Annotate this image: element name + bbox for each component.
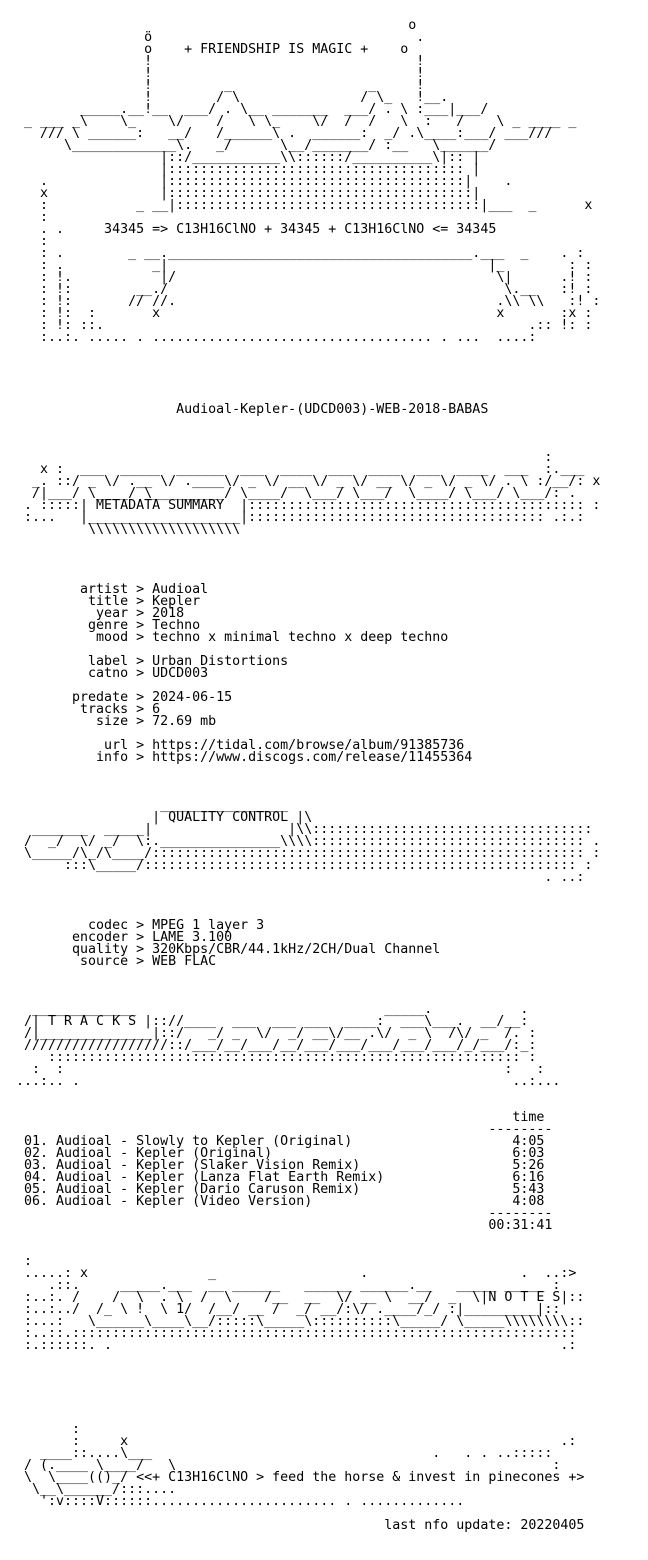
- nfo-line: : !: ::. .:: !: :: [16, 318, 593, 333]
- nfo-line: :..:. / / \ . \ / \ /__ __ \/ __ \ __/ _ \|N O T E S|::: [16, 1290, 585, 1305]
- nfo-line: :.::::::. . .:: [16, 1338, 577, 1353]
- nfo-line: [16, 1352, 600, 1364]
- nfo-line: [16, 356, 600, 368]
- nfo-line: : !: : x x :x :: [16, 306, 593, 321]
- nfo-line: .::. _____.___ __ ______ ______ ______.__ _____ _____ :: [16, 1278, 561, 1293]
- nfo-line: [16, 1376, 600, 1388]
- nfo-line: . |:::::::::::::::::::::::::::::::::::::| .: [16, 174, 513, 189]
- nfo-line: mood > techno x minimal techno x deep techno: [16, 630, 449, 645]
- nfo-line: o + FRIENDSHIP IS MAGIC + o: [16, 42, 417, 57]
- nfo-line: [16, 1364, 600, 1376]
- nfo-line: predate > 2024-06-15: [16, 690, 233, 705]
- nfo-line: | QUALITY CONTROL |\: [16, 810, 313, 825]
- nfo-line: o: [16, 18, 425, 33]
- nfo-line: ________________: [16, 798, 289, 813]
- nfo-line: :: [16, 1422, 81, 1437]
- nfo-line: [16, 1088, 600, 1100]
- nfo-line: codec > MPEG 1 layer 3: [16, 918, 265, 933]
- nfo-line: /|______________|::/ _/ _ \/ _/ __\/__ .\/ _ \ /\/ _ /. :: [16, 1026, 537, 1041]
- nfo-line: artist > Audioal: [16, 582, 209, 597]
- nfo-line: [16, 968, 600, 980]
- nfo-line: [16, 776, 600, 788]
- nfo-line: 00:31:41: [16, 1218, 553, 1233]
- nfo-line: x : ___ _____ ______ ___ ____ ___ ____ ___ ____ ___ :.___: [16, 462, 585, 477]
- nfo-line: ö .: [16, 30, 425, 45]
- nfo-line: :: [16, 1254, 33, 1269]
- nfo-line: [16, 1244, 600, 1256]
- nfo-line: : . _| |_ : :: [16, 258, 593, 273]
- nfo-line: [16, 416, 600, 428]
- nfo-line: : : : :: [16, 1062, 545, 1077]
- nfo-line: ! _ _ !: [16, 78, 425, 93]
- nfo-line: ::::::::::::::::::::::::::::::::::::::::::::::::::::::::::: :: [16, 1050, 537, 1065]
- nfo-line: 03. Audioal - Kepler (Slaker Vision Remix) 5:26: [16, 1158, 545, 1173]
- nfo-line: : _ __|::::::::::::::::::::::::::::::::::::::|___ _ x: [16, 198, 593, 213]
- nfo-line: / _/ \/ _/ \:._______________\\\\:::::::::::::::::::::::::::::::::: .: [16, 834, 601, 849]
- nfo-line: _ ___ _\ \_ \/ / \ \_ \/ / / \ : / \ _ ____ _: [16, 114, 577, 129]
- nfo-line: :: [16, 210, 49, 225]
- nfo-line: --------: [16, 1122, 553, 1137]
- nfo-line: |::::::::::::::::::::::::::::::::::::: |: [16, 162, 481, 177]
- nfo-line: _______ _____| |\\:::::::::::::::::::::::::::::::::::: [16, 822, 593, 837]
- nfo-line: [16, 548, 600, 560]
- nfo-line: : !. |/ \| .! :: [16, 270, 593, 285]
- nfo-line: [16, 980, 600, 992]
- nfo-line: 05. Audioal - Kepler (Dario Caruson Remix) 5:43: [16, 1182, 545, 1197]
- nfo-line: [16, 536, 600, 548]
- nfo-line: ! !: [16, 66, 425, 81]
- nfo-line: \\\\\\\\\\\\\\\\\\\: [16, 522, 241, 537]
- nfo-line: [16, 1232, 600, 1244]
- nfo-line: //////////////////::/___/__/___/__/___/___/___/___/___/_/___/:_:: [16, 1038, 537, 1053]
- nfo-line: title > Kepler: [16, 594, 201, 609]
- nfo-line: 01. Audioal - Slowly to Kepler (Original) 4:05: [16, 1134, 545, 1149]
- nfo-line: 04. Audioal - Kepler (Lanza Flat Earth Remix) 6:16: [16, 1170, 545, 1185]
- nfo-line: [16, 428, 600, 440]
- nfo-line: \__\______/:::....: [16, 1482, 177, 1497]
- nfo-line: Audioal-Kepler-(UDCD003)-WEB-2018-BABAS: [16, 402, 489, 417]
- nfo-line: :... |___________________|::::::::::::::::::::::::::::::::::::: .:.:: [16, 510, 585, 525]
- nfo-line: . :::::| METADATA SUMMARY |:::::::::::::::::::::::::::::::::::::::::: :: [16, 498, 601, 513]
- nfo-line: [16, 1388, 600, 1400]
- nfo-line: / (.____ \____/ \ :: [16, 1458, 561, 1473]
- nfo-text-block: [16, 8, 600, 1532]
- nfo-line: 02. Audioal - Kepler (Original) 6:03: [16, 1146, 545, 1161]
- nfo-line: . . 34345 => C13H16ClNO + 34345 + C13H16ClNO <= 34345: [16, 222, 497, 237]
- nfo-line: :..:../ /_ \ ! \ 1/ /__/ __ / _/ __/:\/ .____/_/ :|_________|::: [16, 1302, 561, 1317]
- nfo-line: 06. Audioal - Kepler (Video Version) 4:08: [16, 1194, 545, 1209]
- nfo-line: catno > UDCD003: [16, 666, 209, 681]
- nfo-line: ...:.. . ..:...: [16, 1074, 561, 1089]
- nfo-line: [16, 896, 600, 908]
- nfo-line: :: [16, 234, 49, 249]
- nfo-line: source > WEB FLAC: [16, 954, 217, 969]
- nfo-line: label > Urban Distortions: [16, 654, 289, 669]
- nfo-line: : . _ __.______________________________________.___ _ . :: [16, 246, 585, 261]
- nfo-line: genre > Techno: [16, 618, 201, 633]
- nfo-line: size > 72.69 mb: [16, 714, 217, 729]
- nfo-line: quality > 320Kbps/CBR/44.1kHz/2CH/Dual Channel: [16, 942, 441, 957]
- nfo-line: [16, 560, 600, 572]
- nfo-line: [16, 380, 600, 392]
- nfo-line: :..::.:::::::::::::::::::::::::::::::::::::::::::::::::::::::::::::::: [16, 1326, 577, 1341]
- nfo-line: encoder > LAME 3.100: [16, 930, 233, 945]
- nfo-line: /|___/ \____/ \_________/ \____/ \___/ \___/ \____/ \___/ \___/: .: [16, 486, 577, 501]
- nfo-line: : x .:: [16, 1434, 577, 1449]
- nfo-line: ':v::::V::::::....................... . .............: [16, 1494, 465, 1509]
- nfo-line: .....: x _ . . ..:>: [16, 1266, 577, 1281]
- nfo-line: ! !: [16, 54, 425, 69]
- nfo-line: : !: __./ \.__ :! :: [16, 282, 593, 297]
- nfo-line: [16, 1400, 600, 1412]
- nfo-line: [16, 344, 600, 356]
- nfo-line: _____.__!__ ___/ . \__ _______ ___/ . \ :___|___/: [16, 102, 489, 117]
- nfo-line: ____::....\___ . . . ..:::::: [16, 1446, 553, 1461]
- nfo-line: /| T R A C K S |:://____ ___ ___ ___ ____: ___\___. __/__:: [16, 1014, 529, 1029]
- nfo-line: _. ::/ _ \/ .__ \/ .____\/ _ \/ __ \/ _ \/ __ \/ _ \/ _ \/ . \ :/__/: x: [16, 474, 601, 489]
- nfo-line: \_____/\_/\____/:::::::::::::::::::::::::::::::::::::::::::::::::::::: :: [16, 846, 601, 861]
- nfo-line: [16, 764, 600, 776]
- nfo-line: \ \____(()_/ <<+ C13H16ClNO > feed the horse & invest in pinecones +>: [16, 1470, 585, 1485]
- nfo-line: info > https://www.discogs.com/release/11455364: [16, 750, 473, 765]
- nfo-line: :...: \______\____\__/:::::\_____\::::::::::\_____/ \_____\\\\\\\\::: [16, 1314, 585, 1329]
- nfo-line: |::/___________\\::::::/__________\|:: |: [16, 150, 481, 165]
- nfo-line: :::\_____/:::::::::::::::::::::::::::::::::::::::::::::::::::::: :: [16, 858, 593, 873]
- nfo-line: year > 2018: [16, 606, 185, 621]
- nfo-line: . ..:: [16, 870, 585, 885]
- nfo-line: last nfo update: 20220405: [16, 1518, 585, 1533]
- nfo-line: : !: // //. .\\ \\ :! :: [16, 294, 601, 309]
- nfo-line: :..:. ..... . ................................... . ... ....:: [16, 330, 537, 345]
- nfo-line: /// \ ______: __/ /______\ . ______: _/ .\____:___/ ___///: [16, 126, 553, 141]
- nfo-line: [16, 368, 600, 380]
- nfo-line: _____________ _____. .: [16, 1002, 529, 1017]
- nfo-line: time: [16, 1110, 545, 1125]
- nfo-line: --------: [16, 1206, 553, 1221]
- nfo-line: [16, 884, 600, 896]
- nfo-line: url > https://tidal.com/browse/album/91385736: [16, 738, 465, 753]
- nfo-line: [16, 1412, 600, 1424]
- nfo-line: x |::::::::::::::::::::::::::::::::::::::|: [16, 186, 481, 201]
- nfo-line: \_____________\. _/ \__/_______/ :__ \______/: [16, 138, 497, 153]
- nfo-line: tracks > 6: [16, 702, 161, 717]
- nfo-line: ! / \ / \_ !__.: [16, 90, 449, 105]
- nfo-line: :: [16, 450, 553, 465]
